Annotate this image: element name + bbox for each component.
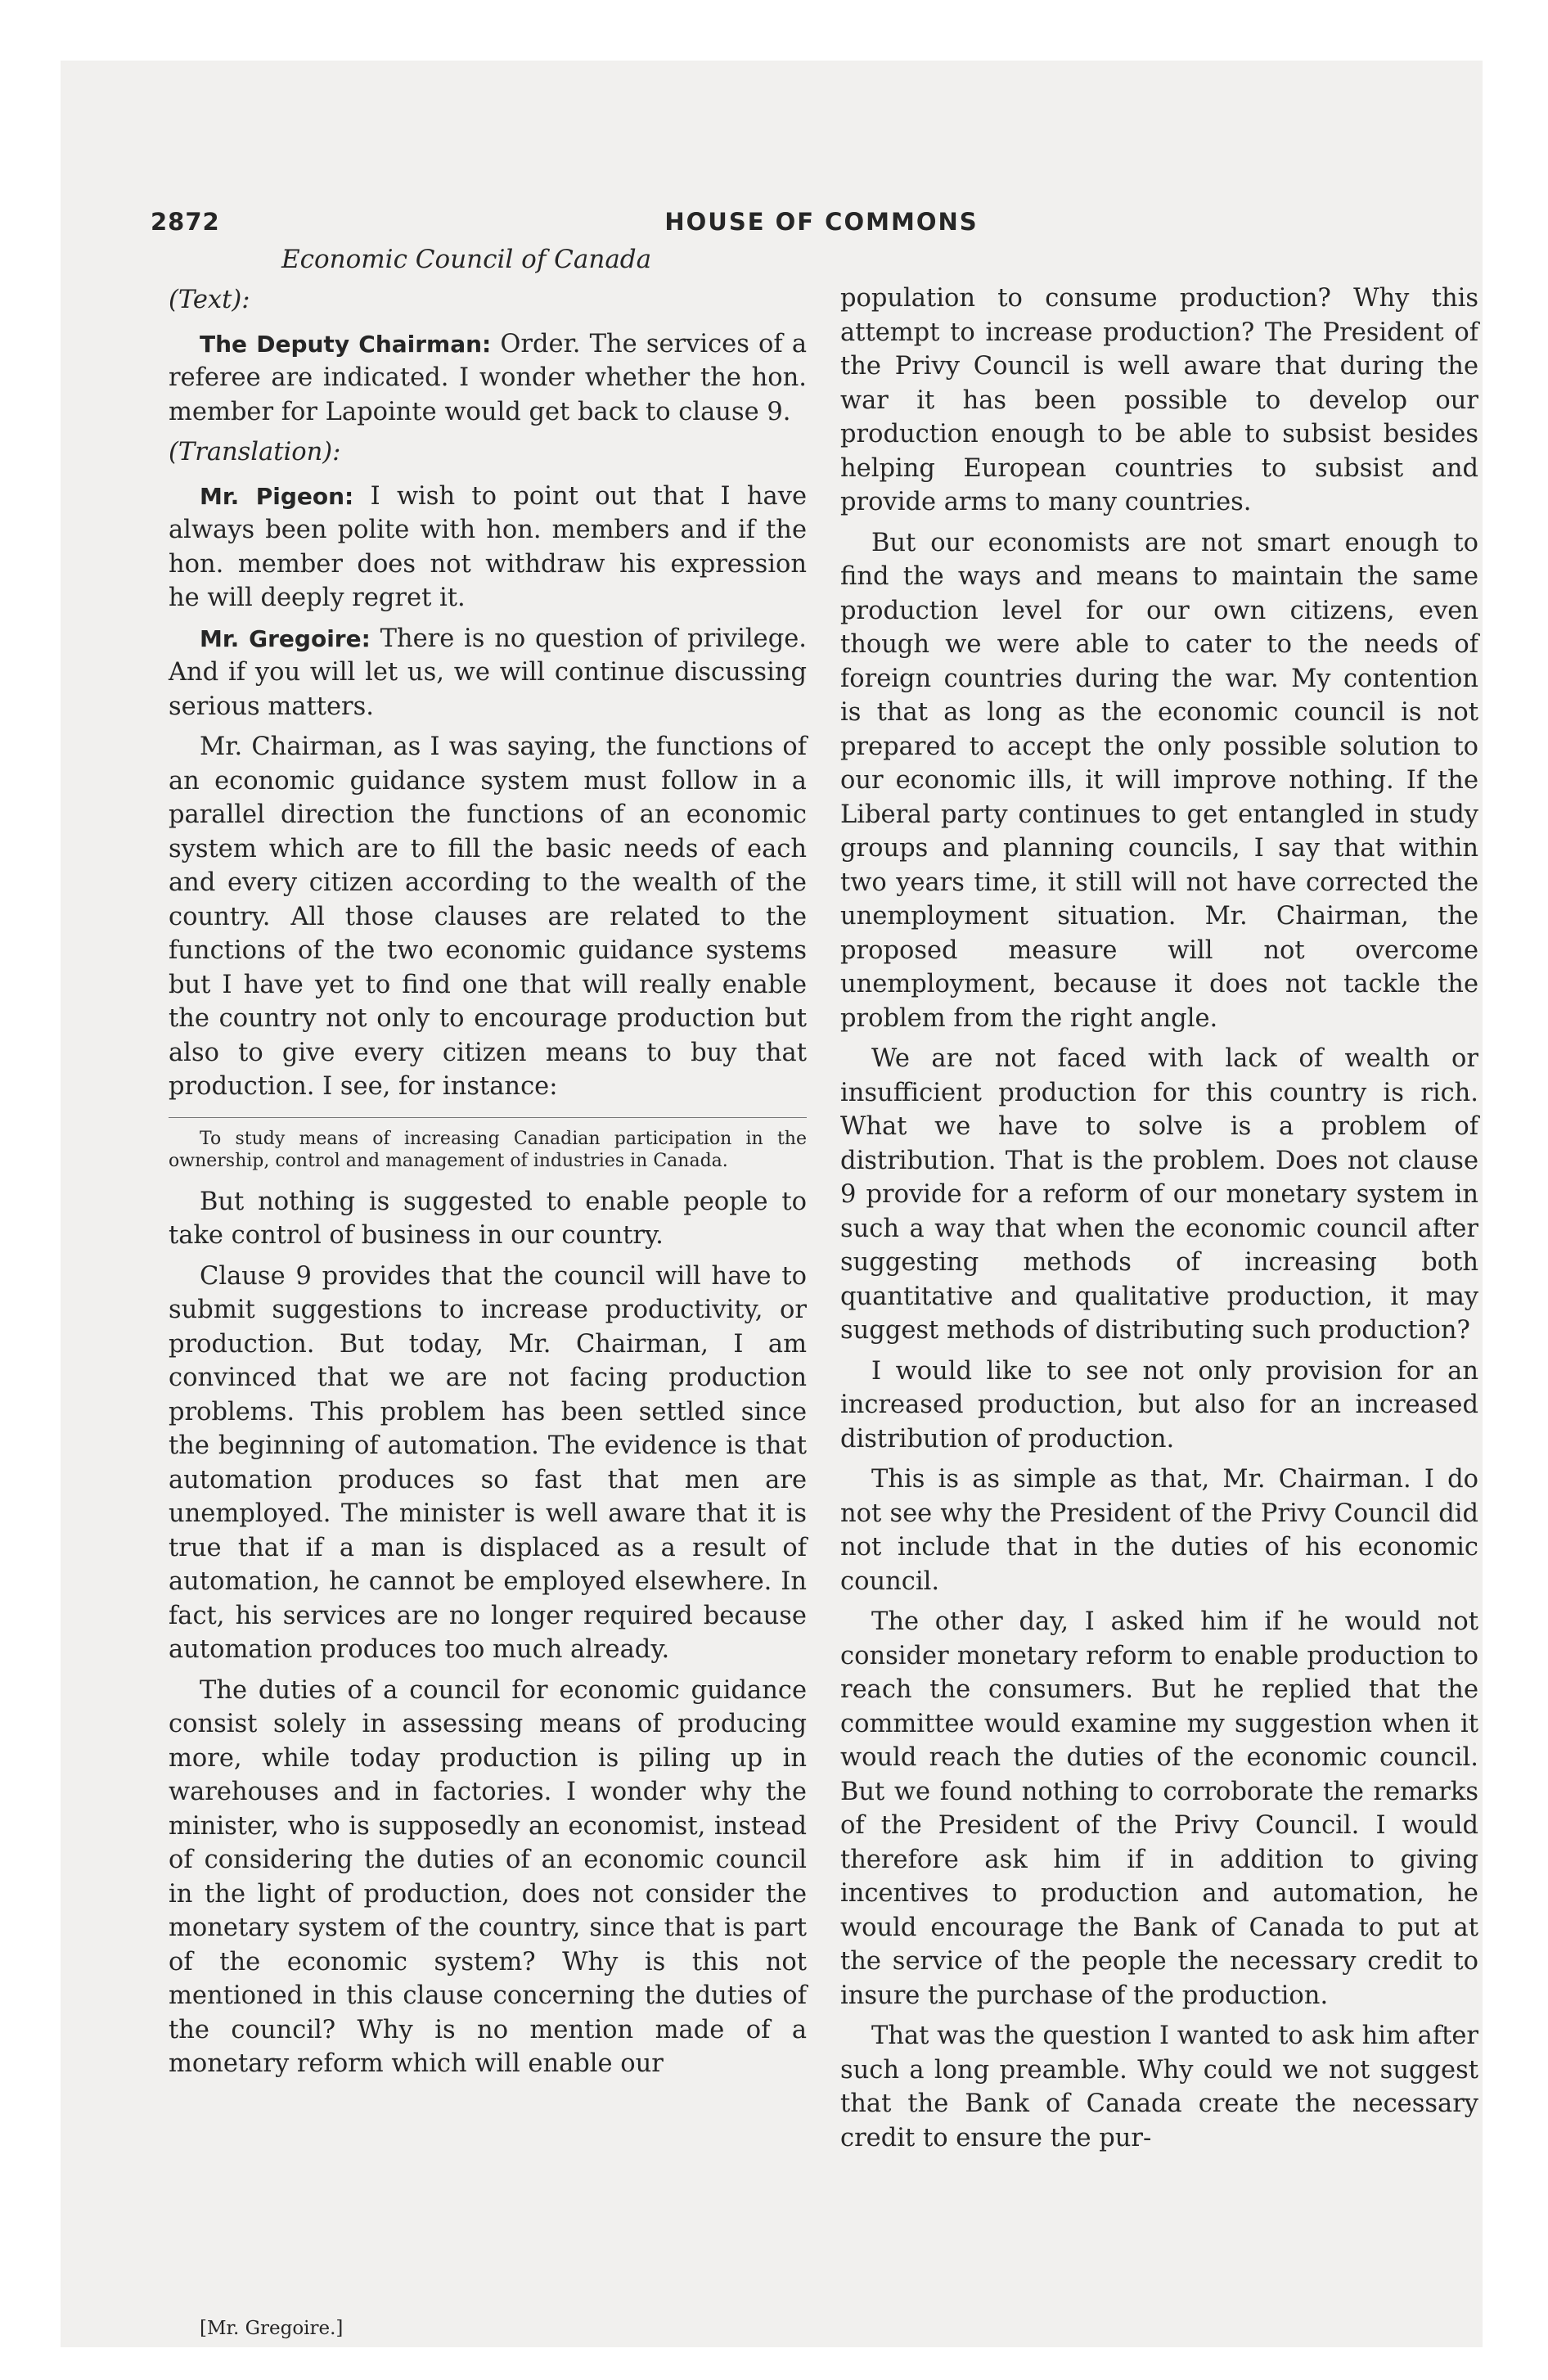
left-column [169,282,807,2088]
paragraph-pigeon [169,480,807,615]
page-number: 2872 [151,208,220,236]
paragraph: But nothing is suggested to enable people to take control of business in our country. [169,1187,807,1250]
speech-text: There is no question of privilege. And if you will let us, we will continue discussing serious matters. [169,624,807,721]
paragraph: That was the question I wanted to ask him after such a long preamble. Why could we not suggest that the Bank of Canada create the necessary credit to ensure the pur- [840,2022,1478,2152]
paragraph: This is as simple as that, Mr. Chairman. I do not see why the President of the Privy Council did not include that in the duties of his economic council. [840,1465,1478,1596]
paragraph: Clause 9 provides that the council will have to submit suggestions to increase productivity, or production. But today, Mr. Chairman, I am convinced that we are not facing production problems. This problem has been settled since the beginning of automation. The evidence is that automation produces so fast that men are unemployed. The minister is well aware that it is true that if a man is displaced as a result of automation, he cannot be employed elsewhere. In fact, his services are no longer required because automation produces too much already. [169,1261,807,1664]
paragraph: But our economists are not smart enough to find the ways and means to maintain the same production level for our own citizens, even though we were able to cater to the needs of foreign countries during the war. My contention is that as long as the economic council is not prepared to accept the only possible solution to our economic ills, it will improve nothing. If the Liberal party continues to get entangled in study groups and planning councils, I say that within two years time, it still will not have corrected the unemployment situation. Mr. Chairman, the proposed measure will not overcome unemployment, because it does not tackle the problem from the right angle. [840,528,1478,1033]
speech-text: I wish to point out that I have always been polite with hon. members and if the hon. member does not withdraw his expression he will deeply regret it. [169,481,808,612]
paragraph: population to consume production? Why this attempt to increase production? The President of the Privy Council is well aware that during the war it has been possible to develop our production enough to be able to subsist besides helping European countries to subsist and provide arms to many countries. [840,284,1478,516]
paragraph: The duties of a council for economic guidance consist solely in assessing means of producing more, while today production is piling up in warehouses and in factories. I wonder why the minister, who is supposedly an economist, instead of considering the duties of an economic council in the light of production, does not consider the monetary system of the country, since that is part of the economic system? Why is this not mentioned in this clause concerning the duties of the council? Why is no mention made of a monetary reform which will enable our [169,1675,807,2078]
subject-heading: Economic Council of Canada [281,245,652,274]
paragraph-gregoire [169,622,807,724]
speaker-name: The Deputy Chairman: [200,330,492,358]
paragraph: The other day, I asked him if he would not consider monetary reform to enable production to reach the consumers. But he replied that the committee would examine my suggestion when it would reach the duties of the economic council. But we found nothing to corroborate the remarks of the President of the Privy Council. I would therefore ask him if in addition to giving incentives to production and automation, he would encourage the Bank of Canada to put at the service of the people the necessary credit to insure the purchase of the production. [840,1607,1478,2010]
paragraph-deputy-chairman [169,327,807,430]
speaker-name: Mr. Gregoire: [200,624,371,652]
speaker-name: Mr. Pigeon: [200,482,354,510]
translation-label: (Translation): [169,438,341,467]
speech-text: Order. The services of a referee are indicated. I wonder whether the hon. member for Lapointe would get back to clause 9. [169,329,808,426]
block-quote: To study means of increasing Canadian participation in the ownership, control and management of industries in Canada. [169,1117,807,1172]
right-column [840,282,1478,2161]
paragraph: I would like to see not only provision for an increased production, but also for an increased distribution of production. [840,1356,1478,1454]
paragraph: Mr. Chairman, as I was saying, the functions of an economic guidance system must follow in a parallel direction the functions of an economic system which are to fill the basic needs of each and every citizen according to the wealth of the country. All those clauses are related to the functions of the two economic guidance systems but I have yet to find one that will really enable the country not only to encourage production but also to give every citizen means to buy that production. I see, for instance: [169,732,807,1101]
paragraph: We are not faced with lack of wealth or insufficient production for this country is rich. What we have to solve is a problem of distribution. That is the problem. Does not clause 9 provide for a reform of our monetary system in such a way that when the economic council after suggesting methods of increasing both quantitative and qualitative production, it may suggest methods of distributing such production? [840,1044,1478,1345]
page-scan [61,61,1483,2347]
running-title: HOUSE OF COMMONS [664,208,979,236]
text-label: (Text): [169,286,250,314]
speaker-footer: [Mr. Gregoire.] [200,2318,344,2339]
